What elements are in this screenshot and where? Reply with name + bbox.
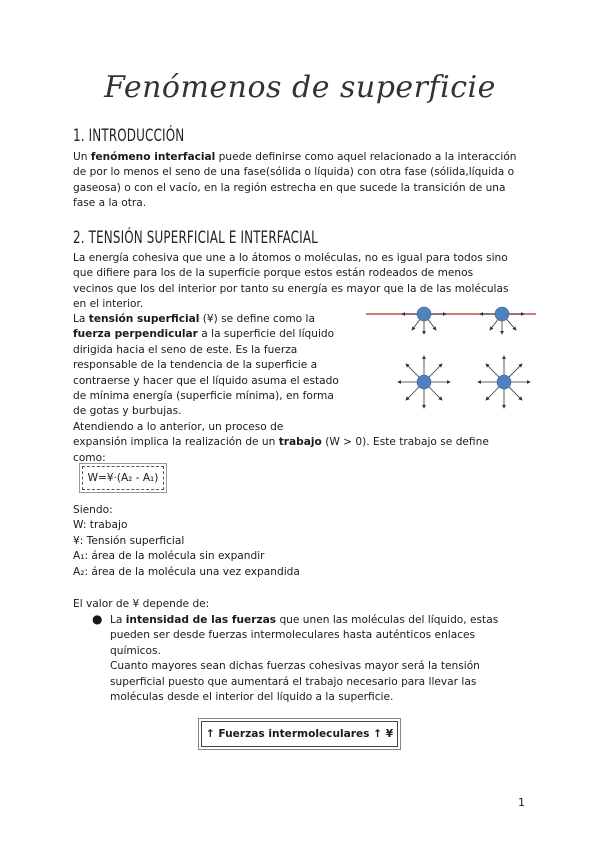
- work-paragraph: Atendiendo a lo anterior, un proceso de expansión implica la realización de un trabajo (W > 0). Este trabajo se define como:: [73, 421, 489, 464]
- interior-molecule-right: [478, 356, 530, 408]
- cohesive-energy-paragraph: La energía cohesiva que une a lo átomos o moléculas, no es igual para todos sino que difiere para los de la superficie porque estos están rodeados de menos vecinos que los del interior por tanto su energía es mayor que la de las moléculas en el interior.: [73, 252, 509, 311]
- interior-molecule-left: [398, 356, 450, 408]
- section-heading-tension: 2. TENSIÓN SUPERFICIAL E INTERFACIAL: [73, 228, 318, 248]
- variable-definitions: Siendo: W: trabajo ¥: Tensión superficial A₁: área de la molécula sin expandir A₂: área de la molécula una vez expandida: [73, 504, 300, 578]
- page-number: 1: [518, 796, 525, 809]
- surface-molecule-left: [402, 307, 446, 334]
- molecule-forces-diagram: [362, 300, 540, 412]
- work-formula: W=¥·(A₂ - A₁): [82, 466, 164, 490]
- bullet-item-fuerzas: La intensidad de las fuerzas que unen las moléculas del líquido, estas pueden ser desde fuerzas intermoleculares hasta auténticos enlaces químicos. Cuanto mayores sean dichas fuerzas cohesivas mayor será la tensión superficial puesto que aumentará el trabajo necesario para llevar las moléculas desde el interior del líquido a la superficie.: [110, 614, 499, 704]
- intermolecular-forces-box: ↑ Fuerzas intermoleculares ↑ ¥: [201, 721, 398, 747]
- bullet-marker: ●: [92, 612, 103, 626]
- section-heading-introduccion: 1. INTRODUCCIÓN: [73, 126, 185, 146]
- depends-intro: El valor de ¥ depende de:: [73, 598, 210, 610]
- surface-tension-definition: La tensión superficial (¥) se define como la fuerza perpendicular a la superficie del líquido dirigida hacia el seno de este. Es la fuerza responsable de la tendencia de la superficie a contraerse y hacer que el líquido asuma el estado de mínima energía (superficie mínima), en forma de gotas y burbujas.: [73, 313, 339, 418]
- surface-molecule-right: [480, 307, 524, 334]
- intro-paragraph: Un fenómeno interfacial puede definirse como aquel relacionado a la interacción de por lo menos el seno de una fase(sólida o líquida) con otra fase (sólida,líquida o gaseosa) o con el vacío, en la región estrecha en que sucede la transición de una fase a la otra.: [73, 151, 517, 210]
- page-title: Fenómenos de superficie: [104, 70, 496, 105]
